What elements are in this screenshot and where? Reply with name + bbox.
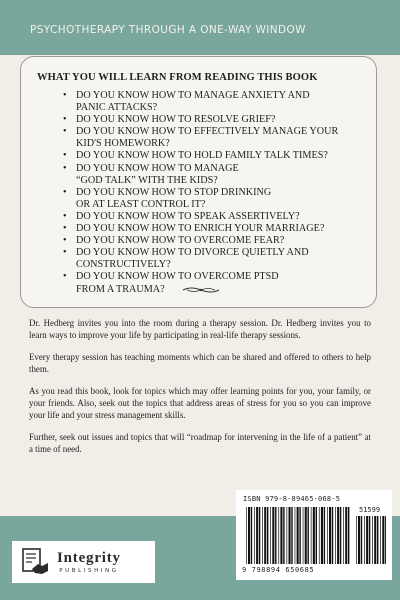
publisher-logo xyxy=(12,541,155,583)
learn-box xyxy=(20,56,377,308)
list-item: • DO YOU KNOW HOW TO OVERCOME PTSD FROM A TRAUMA? xyxy=(63,271,279,295)
paragraph: As you read this book, look for topics which may offer learning points for you, your family, or your friends. Also, seek out the topics that address areas of stress for you so you can improve your life and your stress management skills. xyxy=(29,386,371,420)
paragraph: Dr. Hedberg invites you into the room during a therapy session. Dr. Hedberg invites you to learn ways to improve your life by participating in real-life therapy sessions. xyxy=(29,318,371,340)
series-title: PSYCHOTHERAPY THROUGH A ONE-WAY WINDOW xyxy=(30,24,306,36)
list-item: • DO YOU KNOW HOW TO STOP DRINKING OR AT LEAST CONTROL IT? xyxy=(63,186,272,210)
isbn-label: ISBN 979-8-89465-068-5 xyxy=(243,495,341,503)
list-item: • DO YOU KNOW HOW TO RESOLVE GRIEF? xyxy=(63,114,276,126)
paragraph: Further, seek out issues and topics that will “roadmap for intervening in the life of a patient” at a time of need. xyxy=(29,432,371,454)
bullet-icon: • xyxy=(63,210,67,222)
barcode-addon-icon xyxy=(356,516,386,564)
list-item: • DO YOU KNOW HOW TO DIVORCE QUIETLY AND CONSTRUCTIVELY? xyxy=(63,247,309,271)
list-item: • DO YOU KNOW HOW TO OVERCOME FEAR? xyxy=(63,235,285,247)
list-item: • DO YOU KNOW HOW TO EFFECTIVELY MANAGE YOUR KID'S HOMEWORK? xyxy=(63,126,339,150)
bullet-icon: • xyxy=(63,223,67,235)
price-code: 51599 xyxy=(359,506,381,514)
list-item: • DO YOU KNOW HOW TO HOLD FAMILY TALK TIMES? xyxy=(63,150,328,162)
document-handshake-icon xyxy=(20,547,50,577)
bullet-icon: • xyxy=(63,271,67,283)
bullet-icon: • xyxy=(63,150,67,162)
body-text xyxy=(29,318,371,466)
barcode-digits: 9 798894 650685 xyxy=(242,566,315,574)
list-item: • DO YOU KNOW HOW TO SPEAK ASSERTIVELY? xyxy=(63,210,300,222)
bullet-icon: • xyxy=(63,235,67,247)
list-item: • DO YOU KNOW HOW TO MANAGE “GOD TALK” WITH THE KIDS? xyxy=(63,162,239,186)
paragraph: Every therapy session has teaching moments which can be shared and offered to others to help them. xyxy=(29,352,371,374)
bullet-icon: • xyxy=(63,126,67,138)
learn-list xyxy=(63,90,368,296)
barcode-box xyxy=(236,490,392,580)
bullet-icon: • xyxy=(63,247,67,259)
learn-heading: WHAT YOU WILL LEARN FROM READING THIS BOOK xyxy=(37,72,318,83)
ornament-divider-icon xyxy=(181,285,221,295)
bullet-icon: • xyxy=(63,162,67,174)
list-item: • DO YOU KNOW HOW TO MANAGE ANXIETY AND PANIC ATTACKS? xyxy=(63,90,310,114)
bullet-icon: • xyxy=(63,186,67,198)
bullet-icon: • xyxy=(63,90,67,101)
publisher-name: Integrity xyxy=(57,550,121,566)
list-item: • DO YOU KNOW HOW TO ENRICH YOUR MARRIAGE? xyxy=(63,223,325,235)
bullet-icon: • xyxy=(63,114,67,126)
publisher-sub: PUBLISHING xyxy=(59,568,119,574)
barcode-icon xyxy=(246,507,350,564)
